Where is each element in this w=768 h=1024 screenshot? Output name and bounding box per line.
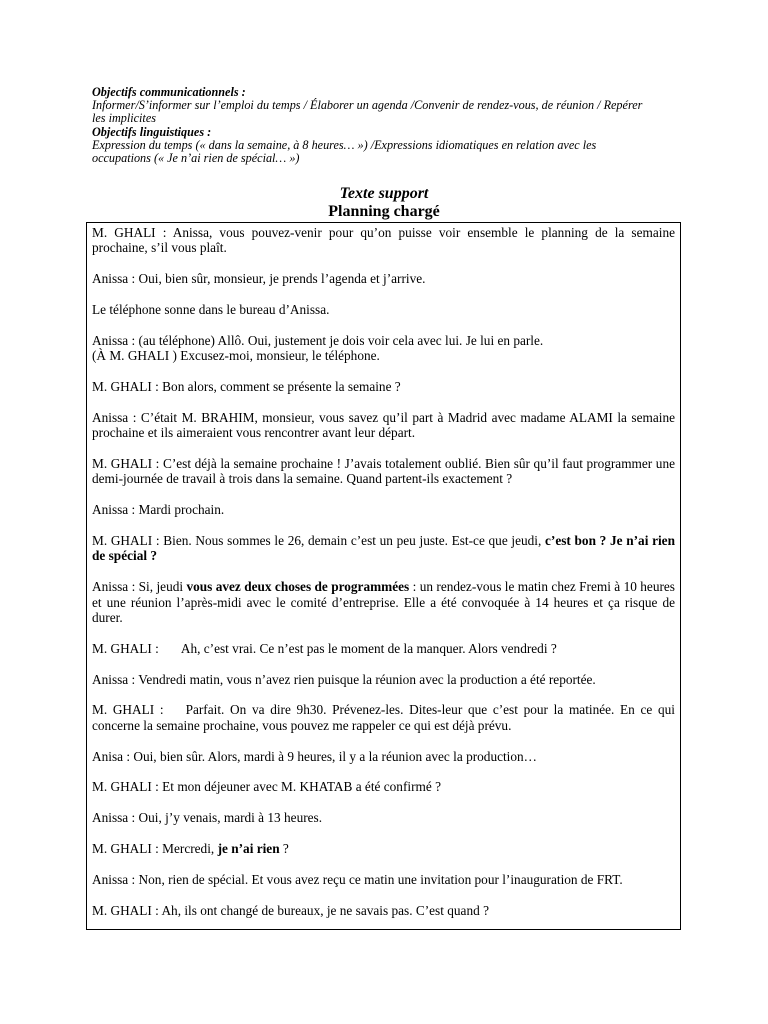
highlighted-expression: c’est bon ? Je n’ai rien de spécial ?: [92, 533, 675, 564]
dialogue-line-part: M. GHALI : Bien. Nous sommes le 26, demain c’est un peu juste. Est-ce que jeudi,: [92, 533, 546, 548]
dialogue-box: [86, 222, 681, 930]
dialogue-line-part: Anissa : (au téléphone) Allô. Oui, justement je dois voir cela avec lui. Je lui en parle.: [92, 332, 544, 348]
dialogue-line-part: Parfait. On va dire 9h30. Prévenez-les. Dites-leur que c’est pour la matinée. En ce qui concerne la semaine prochaine, vous pouvez me rappeler ce qui est déjà prévu.: [92, 702, 675, 733]
support-text-title: Texte support: [339, 185, 429, 202]
linguistic-objectives-text: Expression du temps (« dans la semaine, à 8 heures… ») /Expressions idiomatiques en relation avec les occupations (« Je n’ai rien de spécial… »): [92, 137, 597, 166]
stage-direction: Le téléphone sonne dans le bureau d’Anissa.: [92, 302, 330, 317]
dialogue-line-part: : un rendez-vous le matin chez Fremi à 10 heures et une réunion l’après-midi avec le comité d’entreprise. Elle a été convoquée à 14 heures et ça risque de durer.: [92, 579, 675, 626]
dialogue-line-part: M. GHALI : Mercredi,: [92, 841, 218, 856]
dialogue-line: M. GHALI : Anissa, vous pouvez-venir pour qu’on puisse voir ensemble le planning de la semaine prochaine, s’il vous plaît.: [92, 225, 675, 256]
title-block: [0, 184, 768, 221]
page-title: Planning chargé: [328, 203, 440, 220]
linguistic-objectives-heading: Objectifs linguistiques :: [92, 124, 212, 139]
dialogue-line: Anissa : Vendredi matin, vous n’avez rien puisque la réunion avec la production a été reportée.: [92, 671, 596, 687]
dialogue-line: [92, 841, 675, 856]
dialogue-line: Anisa : Oui, bien sûr. Alors, mardi à 9 heures, il y a la réunion avec la production…: [92, 748, 537, 764]
dialogue-line: [92, 333, 675, 364]
speaker-label: M. GHALI :: [92, 640, 159, 656]
communication-objectives-text: Informer/S’informer sur l’emploi du temps / Élaborer un agenda /Convenir de rendez-vous, de réunion / Repérer les implicites: [92, 98, 643, 126]
dialogue-line: Anissa : Oui, bien sûr, monsieur, je prends l’agenda et j’arrive.: [92, 271, 426, 287]
dialogue-line-part: Ah, c’est vrai. Ce n’est pas le moment de la manquer. Alors vendredi ?: [180, 640, 557, 656]
dialogue-line: [92, 641, 675, 656]
dialogue-line-part: Anissa : Si, jeudi: [92, 579, 187, 595]
dialogue-line: M. GHALI : Et mon déjeuner avec M. KHATAB a été confirmé ?: [92, 779, 441, 795]
highlighted-expression: vous avez deux choses de programmées: [186, 579, 410, 595]
dialogue-line: Anissa : Oui, j’y venais, mardi à 13 heures.: [92, 810, 323, 826]
communication-objectives-heading: Objectifs communicationnels :: [92, 85, 246, 99]
dialogue-line: [92, 702, 675, 733]
dialogue-line: M. GHALI : Bon alors, comment se présente la semaine ?: [92, 379, 401, 394]
dialogue-line: Anissa : Mardi prochain.: [92, 502, 225, 518]
dialogue-line: Anissa : C’était M. BRAHIM, monsieur, vous savez qu’il part à Madrid avec madame ALAMI la semaine prochaine et ils aimeraient vous rencontrer avant leur départ.: [92, 409, 675, 441]
dialogue-line: [92, 533, 675, 564]
dialogue-line-part: ?: [279, 841, 289, 856]
dialogue-line: [92, 579, 675, 625]
speaker-label: M. GHALI :: [92, 702, 164, 718]
highlighted-expression: je n’ai rien: [217, 841, 280, 856]
objectives-block: [92, 86, 652, 165]
dialogue-line: Anissa : Non, rien de spécial. Et vous avez reçu ce matin une invitation pour l’inauguration de FRT.: [92, 871, 623, 887]
dialogue-line: M. GHALI : C’est déjà la semaine prochaine ! J’avais totalement oublié. Bien sûr qu’il faut programmer une demi-journée de travail à trois dans la semaine. Quand partent-ils exactement ?: [92, 456, 675, 487]
dialogue-line: M. GHALI : Ah, ils ont changé de bureaux, je ne savais pas. C’est quand ?: [92, 902, 489, 918]
dialogue-line-part: (À M. GHALI ) Excusez-moi, monsieur, le téléphone.: [92, 348, 380, 364]
